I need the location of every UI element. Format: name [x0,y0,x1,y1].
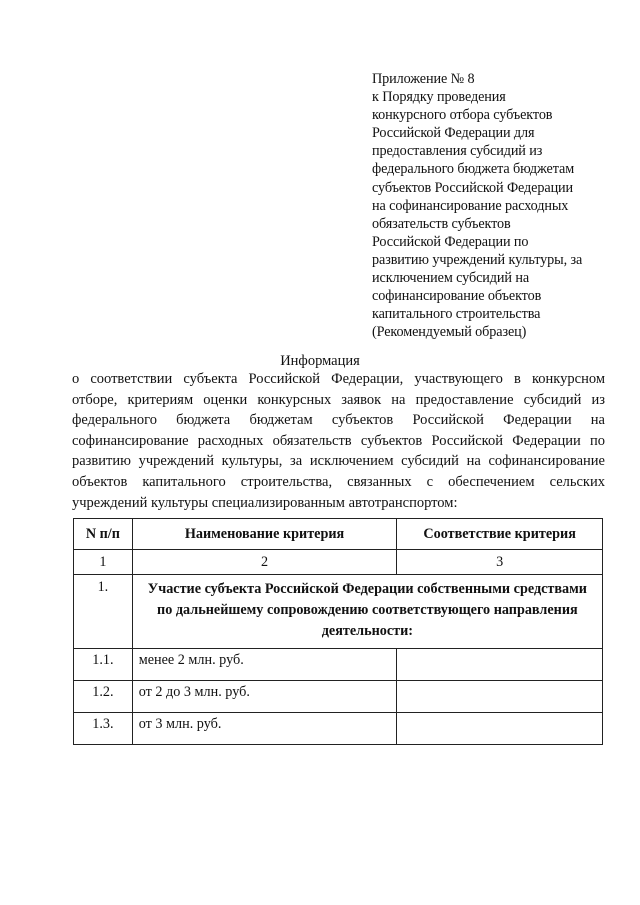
intro-paragraph [72,369,605,513]
header-criterion-match: Соответствие критерия [397,519,603,550]
intro-line: о соответствии субъекта Российской Федерации, участвующего в конкурсном [72,371,605,387]
appendix-line: предоставления субсидий из [372,143,543,160]
table-row [74,681,603,713]
column-number: 3 [397,550,603,575]
appendix-block [372,70,622,341]
appendix-line: обязательств субъектов [372,215,511,232]
appendix-line: капитального строительства [372,306,541,323]
row-match-cell[interactable] [397,649,603,681]
appendix-line: Российской Федерации для [372,125,535,142]
column-numbers-row [74,550,603,575]
document-heading: Информация [280,353,360,369]
section-row [74,575,603,649]
appendix-line: софинансирование объектов [372,288,542,305]
row-match-cell[interactable] [397,681,603,713]
criteria-table [73,518,603,745]
appendix-line: исключением субсидий на [372,270,530,287]
intro-line: отборе, критериям оценки конкурсных заявок на предоставление субсидий из [72,391,605,408]
appendix-line: Российской Федерации по [372,233,529,250]
section-title-line: Участие субъекта Российской Федерации собственными средствами [147,581,587,597]
intro-line: объектов капитального строительства, связанных с обеспечением сельских [72,473,605,490]
row-match-cell[interactable] [397,713,603,745]
section-title-line: деятельности: [321,623,414,639]
appendix-line: федерального бюджета бюджетам [372,161,575,178]
table-header-row [74,519,603,550]
row-number: 1.3. [74,713,133,745]
section-title-line: по дальнейшему сопровождению соответствующего направления [157,602,578,618]
column-number: 1 [74,550,133,575]
section-title [132,575,602,649]
appendix-line: к Порядку проведения [372,89,506,106]
appendix-line: субъектов Российской Федерации [372,179,574,196]
intro-line: софинансирование расходных обязательств субъектов Российской Федерации по [72,432,605,449]
appendix-line: на софинансирование расходных [372,197,569,214]
appendix-line: (Рекомендуемый образец) [372,324,527,341]
header-criterion-name: Наименование критерия [132,519,397,550]
column-number: 2 [132,550,397,575]
intro-line: развитию учреждений культуры, за исключением субсидий на софинансирование [72,453,605,470]
row-number: 1.1. [74,649,133,681]
appendix-line: Приложение № 8 [372,71,475,87]
section-number: 1. [74,575,133,649]
intro-line: учреждений культуры специализированным автотранспортом: [72,494,458,511]
header-number: N п/п [74,519,133,550]
row-criterion: от 3 млн. руб. [132,713,397,745]
intro-line: федерального бюджета бюджетам субъектов Российской Федерации на [72,412,605,429]
table-row [74,649,603,681]
appendix-line: конкурсного отбора субъектов [372,107,553,124]
row-number: 1.2. [74,681,133,713]
appendix-line: развитию учреждений культуры, за [372,251,583,268]
row-criterion: менее 2 млн. руб. [132,649,397,681]
row-criterion: от 2 до 3 млн. руб. [132,681,397,713]
table-row [74,713,603,745]
